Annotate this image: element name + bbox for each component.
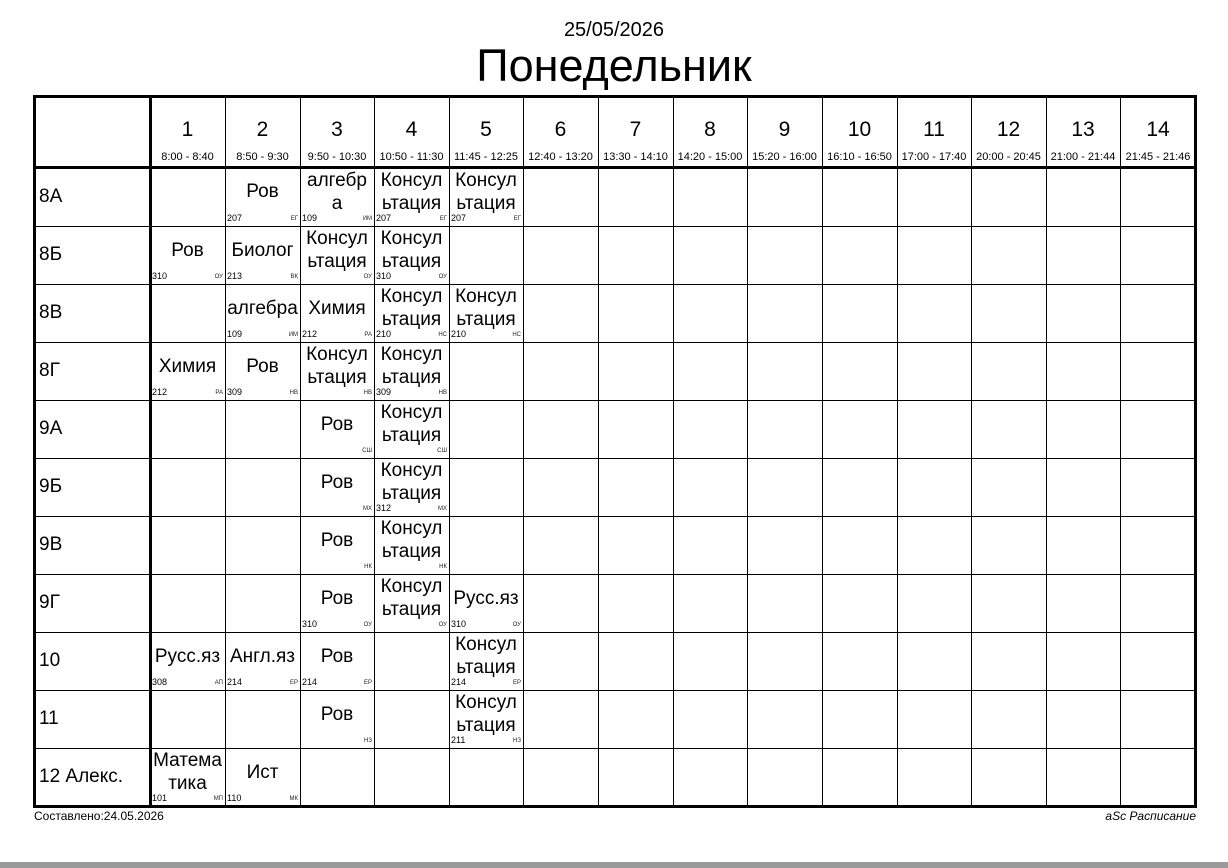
- created-date: Составлено:24.05.2026: [34, 809, 164, 823]
- period-number: 14: [1146, 118, 1170, 141]
- lesson-subject: Консультация: [380, 169, 443, 214]
- lesson-subject: Ров: [320, 645, 354, 667]
- lesson-room: 310: [302, 619, 318, 629]
- lesson-subject: Русс.яз: [453, 587, 519, 609]
- period-time: 13:30 - 14:10: [603, 151, 668, 163]
- lesson-room: 310: [376, 271, 392, 281]
- lesson-cell: [150, 632, 225, 690]
- lesson-cell: [300, 226, 374, 284]
- lesson-room: 207: [376, 213, 392, 223]
- grid-hline: [33, 400, 1197, 401]
- period-number: 8: [704, 118, 716, 141]
- lesson-cell: [150, 226, 225, 284]
- lesson-teacher: ОУ: [438, 622, 447, 628]
- period-number: 7: [629, 118, 642, 141]
- lesson-teacher: ЕР: [512, 680, 521, 686]
- lesson-subject: Математика: [153, 750, 222, 794]
- lesson-room: 213: [227, 271, 243, 281]
- lesson-subject: Консультация: [455, 286, 517, 330]
- period-header: [1120, 95, 1196, 167]
- period-time: 21:00 - 21:44: [1050, 151, 1116, 163]
- lesson-cell: [374, 458, 449, 516]
- period-time: 11:45 - 12:25: [453, 151, 518, 163]
- period-header: [747, 95, 822, 167]
- class-name: 9В: [39, 534, 63, 555]
- lesson-cell: [300, 458, 374, 516]
- class-name: 11: [39, 708, 59, 729]
- lesson-teacher: НЗ: [513, 738, 521, 744]
- lesson-room: 308: [152, 677, 168, 687]
- lesson-cell: [374, 516, 449, 574]
- period-time: 20:00 - 20:45: [976, 151, 1041, 163]
- lesson-subject: Ров: [171, 239, 204, 261]
- lesson-room: 207: [451, 213, 467, 223]
- class-name: 9Б: [39, 476, 63, 497]
- class-name: 12 Алекс.: [39, 766, 124, 787]
- period-number: 4: [405, 118, 418, 141]
- lesson-subject: Англ.яз: [229, 645, 296, 667]
- lesson-room: 109: [227, 329, 243, 339]
- period-header: [897, 95, 971, 167]
- period-header: [150, 95, 225, 167]
- lesson-subject: Ров: [320, 587, 354, 609]
- lesson-cell: [225, 342, 300, 400]
- lesson-teacher: НК: [439, 564, 447, 570]
- lesson-room: 101: [152, 793, 168, 803]
- lesson-teacher: ОУ: [363, 274, 372, 280]
- grid-vline: [897, 95, 898, 808]
- lesson-cell: [300, 284, 374, 342]
- lesson-teacher: НС: [438, 332, 447, 338]
- lesson-teacher: МП: [213, 796, 223, 802]
- lesson-teacher: ЕР: [363, 680, 372, 686]
- period-number: 10: [847, 118, 872, 141]
- lesson-teacher: СШ: [437, 448, 447, 454]
- lesson-cell: [449, 284, 523, 342]
- class-name: 9Г: [39, 592, 60, 613]
- lesson-room: 211: [451, 735, 466, 745]
- lesson-room: 214: [302, 677, 318, 687]
- lesson-subject: Консультация: [306, 344, 368, 388]
- lesson-teacher: НК: [364, 564, 372, 570]
- grid-vline: [523, 95, 524, 808]
- grid-vline: [598, 95, 599, 808]
- lesson-cell: [300, 690, 374, 748]
- period-time: 16:10 - 16:50: [827, 151, 892, 163]
- lesson-cell: [150, 342, 225, 400]
- period-number: 1: [181, 118, 194, 141]
- lesson-cell: [374, 342, 449, 400]
- lesson-subject: Ров: [320, 703, 354, 725]
- lesson-cell: [449, 574, 523, 632]
- lesson-room: 109: [302, 213, 318, 223]
- class-row-header: [33, 516, 150, 574]
- period-time: 12:40 - 13:20: [528, 151, 593, 163]
- period-header: [822, 95, 897, 167]
- lesson-teacher: ЕР: [289, 680, 298, 686]
- lesson-teacher: НЗ: [364, 738, 372, 744]
- lesson-room: 214: [227, 677, 243, 687]
- period-header: [225, 95, 300, 167]
- class-row-header: [33, 226, 150, 284]
- lesson-teacher: НС: [512, 332, 521, 338]
- lesson-room: 210: [376, 329, 392, 339]
- lesson-subject: Консультация: [380, 228, 443, 272]
- period-time: 17:00 - 17:40: [901, 151, 967, 163]
- lesson-subject: алгебра: [227, 297, 298, 319]
- lesson-teacher: НВ: [363, 390, 372, 396]
- lesson-cell: [300, 574, 374, 632]
- grid-hline: [33, 690, 1197, 691]
- lesson-cell: [300, 167, 374, 226]
- lesson-room: 309: [376, 387, 392, 397]
- lesson-teacher: ОУ: [512, 622, 521, 628]
- lesson-subject: Консультация: [380, 460, 443, 504]
- class-row-header: [33, 690, 150, 748]
- period-header: [374, 95, 449, 167]
- period-number: 6: [554, 118, 567, 141]
- period-header: [1046, 95, 1120, 167]
- lesson-room: 110: [227, 793, 242, 803]
- lesson-subject: Химия: [308, 297, 366, 319]
- lesson-teacher: НВ: [438, 390, 447, 396]
- lesson-teacher: ИМ: [362, 216, 372, 222]
- lesson-cell: [300, 632, 374, 690]
- lesson-subject: Русс.яз: [154, 645, 221, 667]
- lesson-subject: алгебра: [307, 169, 367, 214]
- lesson-cell: [300, 400, 374, 458]
- period-time: 10:50 - 11:30: [379, 151, 444, 163]
- schedule-date: 25/05/2026: [563, 19, 665, 41]
- grid-vline: [822, 95, 823, 808]
- lesson-subject: Ров: [246, 355, 279, 377]
- lesson-cell: [449, 690, 523, 748]
- lesson-subject: Консультация: [455, 692, 517, 736]
- lesson-subject: Консультация: [380, 402, 443, 446]
- lesson-room: 310: [451, 619, 467, 629]
- period-time: 14:20 - 15:00: [677, 151, 743, 163]
- period-number: 2: [256, 118, 269, 141]
- lesson-subject: Консультация: [380, 344, 443, 388]
- lesson-subject: Ров: [320, 529, 354, 551]
- lesson-teacher: ОУ: [438, 274, 447, 280]
- lesson-room: 309: [227, 387, 243, 397]
- class-row-header: [33, 400, 150, 458]
- lesson-cell: [225, 167, 300, 226]
- lesson-subject: Ров: [320, 413, 354, 435]
- lesson-room: 207: [227, 213, 243, 223]
- lesson-subject: Консультация: [455, 169, 517, 214]
- period-time: 8:50 - 9:30: [236, 151, 289, 163]
- lesson-room: 212: [152, 387, 168, 397]
- period-time: 15:20 - 16:00: [752, 151, 817, 163]
- lesson-subject: Ист: [246, 761, 279, 783]
- lesson-cell: [300, 342, 374, 400]
- class-row-header: [33, 167, 150, 226]
- page-bottom-divider: [0, 862, 1228, 868]
- class-row-header: [33, 458, 150, 516]
- lesson-cell: [449, 632, 523, 690]
- class-row-header: [33, 574, 150, 632]
- lesson-teacher: АП: [214, 680, 223, 686]
- lesson-teacher: СШ: [362, 448, 372, 454]
- period-header: [673, 95, 747, 167]
- class-name: 10: [39, 650, 61, 671]
- grid-vline: [971, 95, 972, 808]
- lesson-cell: [374, 400, 449, 458]
- class-name: 8Б: [39, 244, 63, 265]
- lesson-teacher: МХ: [363, 506, 372, 512]
- lesson-teacher: РА: [364, 332, 372, 338]
- period-header: [300, 95, 374, 167]
- lesson-subject: Консультация: [380, 518, 443, 562]
- lesson-cell: [225, 632, 300, 690]
- lesson-teacher: ИМ: [288, 332, 298, 338]
- lesson-room: 210: [451, 329, 467, 339]
- lesson-cell: [150, 748, 225, 806]
- class-name: 8Г: [39, 360, 60, 381]
- lesson-cell: [374, 226, 449, 284]
- class-name: 9А: [39, 418, 63, 439]
- grid-vline: [673, 95, 674, 808]
- timetable-grid: [33, 95, 1197, 808]
- lesson-room: 212: [302, 329, 318, 339]
- grid-vline: [747, 95, 748, 808]
- class-row-header: [33, 748, 150, 806]
- period-header: [523, 95, 598, 167]
- lesson-teacher: РА: [215, 390, 223, 396]
- period-time: 8:00 - 8:40: [161, 151, 214, 163]
- lesson-cell: [374, 284, 449, 342]
- period-number: 9: [778, 118, 791, 141]
- class-name: 8В: [39, 302, 63, 323]
- period-header: [971, 95, 1046, 167]
- grid-hline: [33, 284, 1197, 285]
- lesson-teacher: ЕГ: [290, 216, 298, 222]
- lesson-subject: Консультация: [306, 228, 368, 272]
- period-header: [449, 95, 523, 167]
- period-number: 11: [923, 118, 945, 141]
- class-name: 8А: [39, 185, 63, 207]
- lesson-subject: Ров: [246, 181, 279, 202]
- lesson-cell: [374, 574, 449, 632]
- lesson-cell: [300, 516, 374, 574]
- lesson-subject: Консультация: [455, 634, 517, 678]
- grid-vline: [1046, 95, 1047, 808]
- lesson-subject: Химия: [158, 355, 217, 377]
- class-row-header: [33, 632, 150, 690]
- lesson-cell: [225, 748, 300, 806]
- period-header: [598, 95, 673, 167]
- lesson-teacher: ОУ: [363, 622, 372, 628]
- lesson-subject: Консультация: [380, 286, 443, 330]
- period-time: 9:50 - 10:30: [307, 151, 367, 163]
- lesson-teacher: МХ: [438, 506, 447, 512]
- period-number: 13: [1071, 118, 1095, 141]
- lesson-cell: [225, 226, 300, 284]
- class-row-header: [33, 284, 150, 342]
- lesson-teacher: МК: [289, 796, 298, 802]
- period-number: 12: [996, 118, 1021, 141]
- lesson-teacher: НВ: [289, 390, 298, 396]
- grid-hline: [33, 458, 1197, 459]
- period-number: 5: [480, 118, 492, 141]
- period-number: 3: [331, 118, 343, 141]
- software-credit: aSc Расписание: [1105, 809, 1196, 823]
- lesson-subject: Биолог: [231, 239, 294, 261]
- page-title: Понедельник: [476, 40, 752, 91]
- lesson-cell: [374, 167, 449, 226]
- lesson-teacher: ЕГ: [439, 216, 447, 222]
- grid-vline: [1120, 95, 1121, 808]
- grid-hline: [33, 574, 1197, 575]
- class-row-header: [33, 342, 150, 400]
- lesson-subject: Консультация: [380, 576, 443, 620]
- lesson-cell: [225, 284, 300, 342]
- lesson-subject: Ров: [320, 471, 354, 493]
- period-time: 21:45 - 21:46: [1125, 151, 1191, 163]
- lesson-room: 214: [451, 677, 467, 687]
- lesson-cell: [449, 167, 523, 226]
- lesson-teacher: ЕГ: [513, 216, 521, 222]
- lesson-room: 310: [152, 271, 168, 281]
- grid-hline: [33, 516, 1197, 517]
- lesson-teacher: ОУ: [214, 274, 223, 280]
- lesson-room: 312: [376, 503, 392, 513]
- lesson-teacher: ВК: [290, 274, 298, 280]
